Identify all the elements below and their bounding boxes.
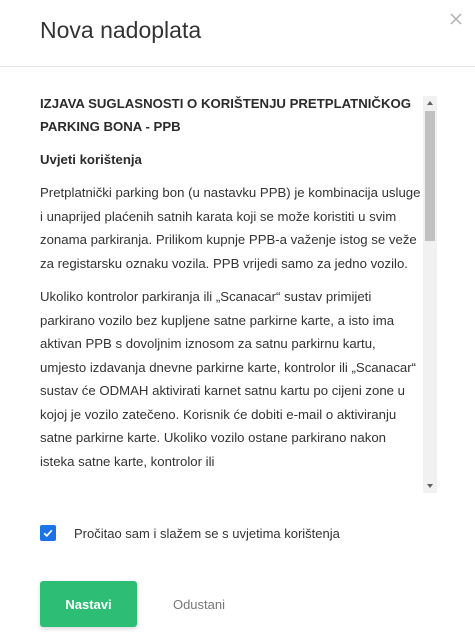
terms-scroll-area[interactable] <box>40 96 437 493</box>
agree-checkbox[interactable] <box>40 525 56 541</box>
scrollbar-thumb[interactable] <box>425 111 435 241</box>
terms-heading: IZJAVA SUGLASNOSTI O KORIŠTENJU PRETPLATNIČKOG PARKING BONA - PPB <box>40 96 411 134</box>
modal-title: Nova nadoplata <box>40 17 202 43</box>
terms-subheading: Uvjeti korištenja <box>40 152 142 167</box>
scroll-down-arrow-icon[interactable] <box>423 479 437 493</box>
agree-label[interactable]: Pročitao sam i slažem se s uvjetima korištenja <box>74 525 340 541</box>
continue-button[interactable]: Nastavi <box>40 581 137 627</box>
checkmark-icon <box>42 527 54 539</box>
agreement-row <box>40 523 340 543</box>
terms-paragraph: Pretplatnički parking bon (u nastavku PPB) je kombinacija usluge i unaprijed plaćenih satnih karata koji se može koristiti u svim zonama parkiranja. Prilikom kupnje PPB-a važenje istog se veže za registarsku oznaku vozila. PPB vrijedi samo za jedno vozilo. <box>40 185 421 271</box>
terms-scrollbar[interactable] <box>423 96 437 493</box>
cancel-button[interactable]: Odustani <box>156 581 242 627</box>
terms-paragraph: Ukoliko kontrolor parkiranja ili „Scanacar“ sustav primijeti parkirano vozilo bez kupljene satne parkirne karte, a isto ima aktivan PPB s dovoljnim iznosom za satnu parkirnu kartu, umjesto izdavanja dnevne parkirne karte, kontrolor ili „Scanacar“ sustav će ODMAH aktivirati karnet satnu kartu po cijeni zone u kojoj je vozilo zatečeno. Korisnik će dobiti e-mail o aktiviranju satne parkirne karte. Ukoliko vozilo ostane parkirano nakon isteka satne karte, kontrolor ili <box>40 289 417 469</box>
close-icon[interactable] <box>447 10 465 28</box>
scroll-up-arrow-icon[interactable] <box>423 96 437 110</box>
terms-content <box>40 96 422 473</box>
modal-header <box>0 0 475 67</box>
